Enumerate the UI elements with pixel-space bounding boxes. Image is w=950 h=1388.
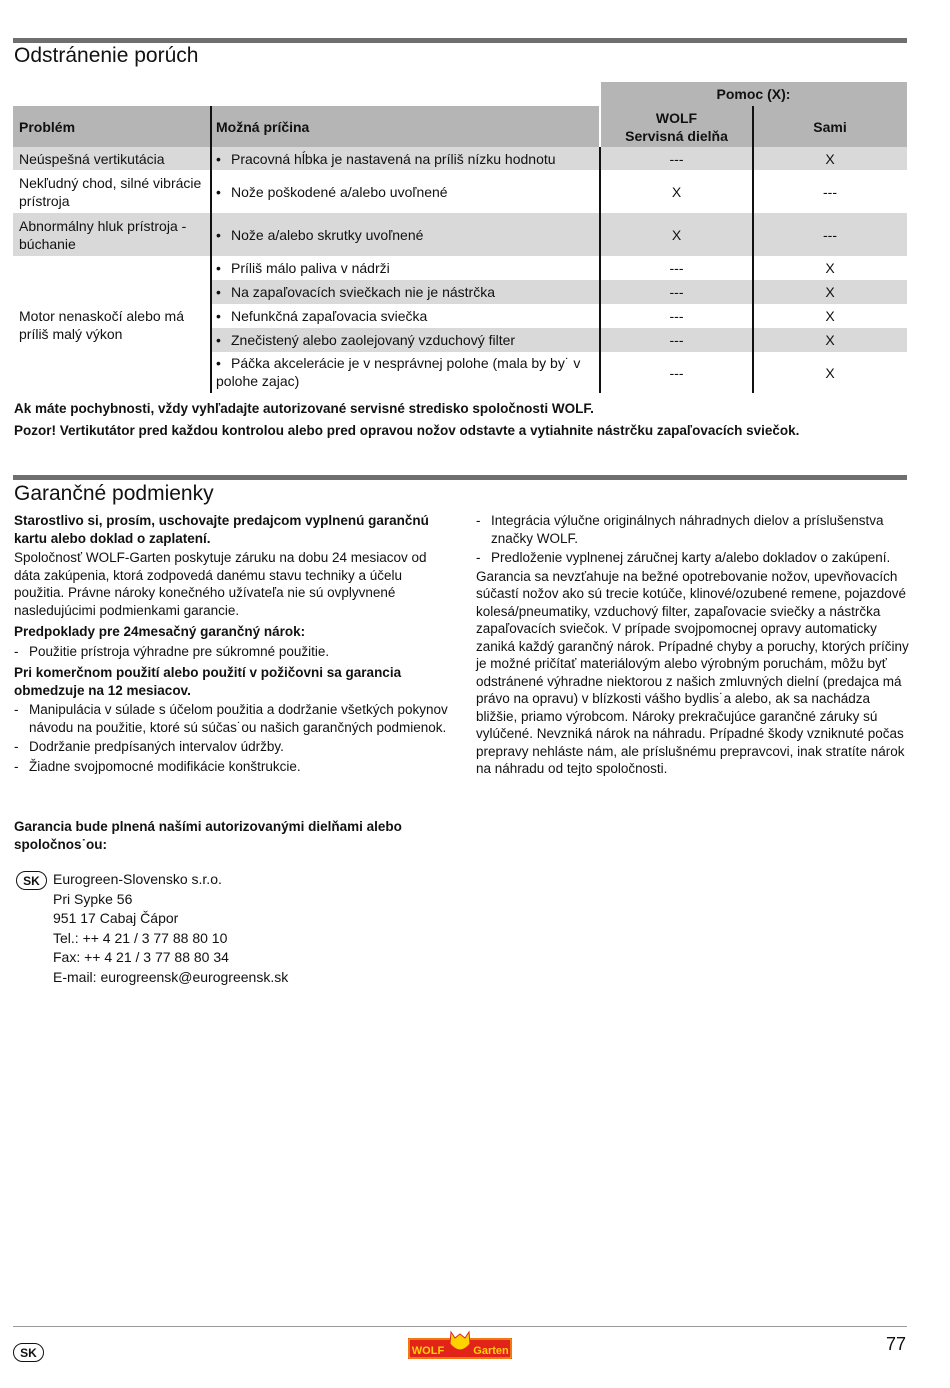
table-divider [210, 106, 212, 393]
address-email: E-mail: eurogreensk@eurogreensk.sk [53, 968, 289, 985]
table-help-header-row [13, 82, 907, 106]
table-row [211, 352, 907, 393]
table-divider [752, 106, 754, 393]
country-badge: SK [16, 871, 47, 890]
warranty-right-column [476, 512, 910, 778]
row-self-mark: X [825, 364, 835, 381]
row-self-mark: X [825, 332, 835, 348]
table-row [211, 280, 907, 304]
warranty-left-column [14, 512, 454, 775]
section-rule-warranty [13, 475, 907, 480]
row-cause: • Na zapaľovacích sviečkach nie je nástrčka [216, 284, 495, 300]
note-warning: Pozor! Vertikutátor pred každou kontrolou alebo pred opravou nožov odstavte a vytiahnite nástrčku zapaľovacích sviečok. [14, 423, 800, 438]
table-divider [599, 82, 601, 147]
commercial-heading: Pri komerčnom použití alebo použití v požičovni sa garancia obmedzuje na 12 mesiacov. [14, 665, 402, 698]
table-row [13, 147, 907, 170]
row-problem: Motor nenaskočí alebo má príliš malý výkon [19, 307, 184, 342]
warranty-intro-bold: Starostlivo si, prosím, uschovajte predajcom vyplnenú garančnú kartu alebo doklad o zaplatení. [14, 513, 429, 546]
address-city: 951 17 Cabaj Čápor [53, 910, 179, 926]
row-self-mark: --- [823, 226, 837, 243]
warranty-exclusions: Garancia sa nevzťahuje na bežné opotrebovanie nožov, upevňovacích súčastí nožov ako sú trecie kotúče, klinové/ozubené remene, pojazdové kolesá/pneumatiky, vzduchový filter, zapaľovacie sviečky a nástrčka zapaľovacích sviečok. V prípade svojpomocnej opravy automaticky zaniká každý garančný nárok. Prípadné chyby a poruchy, ktorých príčiny je možné pričítať materiálovým alebo výrobným poruchám, môžu byť odstránené výhradne niektorou z našich zmluvných dielní (predajca má právo na opravu) v blízkosti vášho bydlis˙a alebo, ak sa nachádza bližšie, priamo výrobcom. Nároky prekračujúce garančné záruky sú vylúčené. Nevzniká nárok na náhradu. Prípadné škody vzniknuté počas prepravy nehláste nám, ale príslušnému prepravcovi, inak stratíte nárok na náhradu od tejto spoločnosti. [476, 568, 909, 776]
wolf-garten-logo [408, 1330, 512, 1360]
section-rule-top [13, 38, 907, 43]
table-row [211, 256, 907, 280]
row-problem: Neúspešná vertikutácia [19, 150, 165, 167]
row-self-mark: --- [823, 183, 837, 200]
language-badge: SK [13, 1343, 44, 1362]
row-cause: • Nefunkčná zapaľovacia sviečka [216, 308, 428, 324]
row-problem: Nekľudný chod, silné vibrácie prístroja [19, 174, 202, 209]
col-header-cause: Možná príčina [216, 118, 310, 135]
page-number: 77 [885, 1334, 906, 1354]
row-self-mark: X [825, 284, 835, 300]
address-phone: Tel.: ++ 4 21 / 3 77 88 80 10 [53, 929, 228, 946]
row-problem: Abnormálny hluk prístroja - búchanie [19, 217, 187, 252]
table-divider [599, 147, 601, 393]
table-row [13, 213, 907, 256]
warranty-intro: Spoločnosť WOLF-Garten poskytuje záruku na dobu 24 mesiacov od dáta zakúpenia, ktorá zodpovedá danému stavu techniky a účelu použitia. Právne nároky konečného užívateľa nie sú ovplyvnené nasledujúcimi podmienkami garancie. [14, 550, 427, 618]
row-cause: • Nože a/alebo skrutky uvoľnené [216, 226, 424, 243]
troubleshooting-title: Odstránenie porúch [14, 44, 199, 67]
row-cause: • Znečistený alebo zaolejovaný vzduchový filter [216, 332, 516, 348]
row-cause: • Páčka akcelerácie je v nesprávnej polohe (mala by by˙ v polohe zajac) [216, 355, 581, 389]
list-item: - Predloženie vyplnenej záručnej karty a/alebo dokladov o zakúpení. [476, 550, 891, 565]
row-cause: • Príliš málo paliva v nádrži [216, 260, 390, 276]
row-cause: • Nože poškodené a/alebo uvoľnené [216, 183, 448, 200]
table-row [211, 328, 907, 352]
table-header-row [13, 106, 907, 147]
row-self-mark: X [825, 308, 835, 324]
row-wolf-mark: --- [669, 150, 684, 167]
row-self-mark: X [825, 260, 835, 276]
logo-text-right: Garten [473, 1345, 509, 1357]
help-header-label: Pomoc (X): [716, 86, 791, 102]
prereq-heading: Predpoklady pre 24mesačný garančný nárok: [14, 624, 306, 639]
col-header-wolf-line2: Servisná dielňa [625, 127, 728, 144]
logo-text-left: WOLF [411, 1345, 445, 1357]
list-item: - Manipulácia v súlade s účelom použitia a dodržanie všetkých pokynov návodu na použitie, ktoré sú súčas˙ou našich garančných podmienok. [14, 702, 448, 735]
footer-rule [13, 1326, 907, 1327]
service-address [53, 870, 288, 987]
address-fax: Fax: ++ 4 21 / 3 77 88 80 34 [53, 949, 229, 965]
row-self-mark: X [825, 150, 835, 167]
list-item: - Žiadne svojpomocné modifikácie konštrukcie. [14, 758, 301, 774]
row-wolf-mark: --- [669, 284, 684, 300]
row-wolf-mark: --- [669, 332, 684, 348]
col-header-problem: Problém [19, 118, 76, 135]
list-item: - Dodržanie predpísaných intervalov údržby. [14, 739, 284, 754]
address-company: Eurogreen-Slovensko s.r.o. [53, 871, 222, 887]
address-street: Pri Sypke 56 [53, 890, 133, 907]
list-item: - Integrácia výlučne originálnych náhradnych dielov a príslušenstva značky WOLF. [476, 513, 884, 546]
row-wolf-mark: --- [669, 364, 684, 381]
col-header-self: Sami [813, 118, 847, 135]
help-header [600, 82, 907, 106]
list-item: - Použitie prístroja výhradne pre súkromné použitie. [14, 643, 330, 659]
col-header-wolf-line1: WOLF [655, 109, 698, 126]
row-wolf-mark: --- [669, 308, 684, 324]
row-wolf-mark: X [671, 183, 682, 200]
table-row [13, 170, 907, 213]
row-wolf-mark: X [671, 226, 682, 243]
table-row [211, 304, 907, 328]
row-cause: • Pracovná hĺbka je nastavená na príliš nízku hodnotu [216, 150, 556, 167]
warranty-title: Garančné podmienky [14, 482, 214, 505]
note-authorized-service: Ak máte pochybnosti, vždy vyhľadajte autorizované servisné stredisko spoločnosti WOLF. [14, 401, 594, 416]
merged-problem-cell [13, 256, 211, 393]
service-heading: Garancia bude plnená našími autorizovanými dielňami alebo spoločnos˙ou: [14, 819, 402, 852]
col-header-wolf [600, 106, 753, 147]
row-wolf-mark: --- [669, 260, 684, 276]
wolf-head-icon [450, 1332, 470, 1350]
